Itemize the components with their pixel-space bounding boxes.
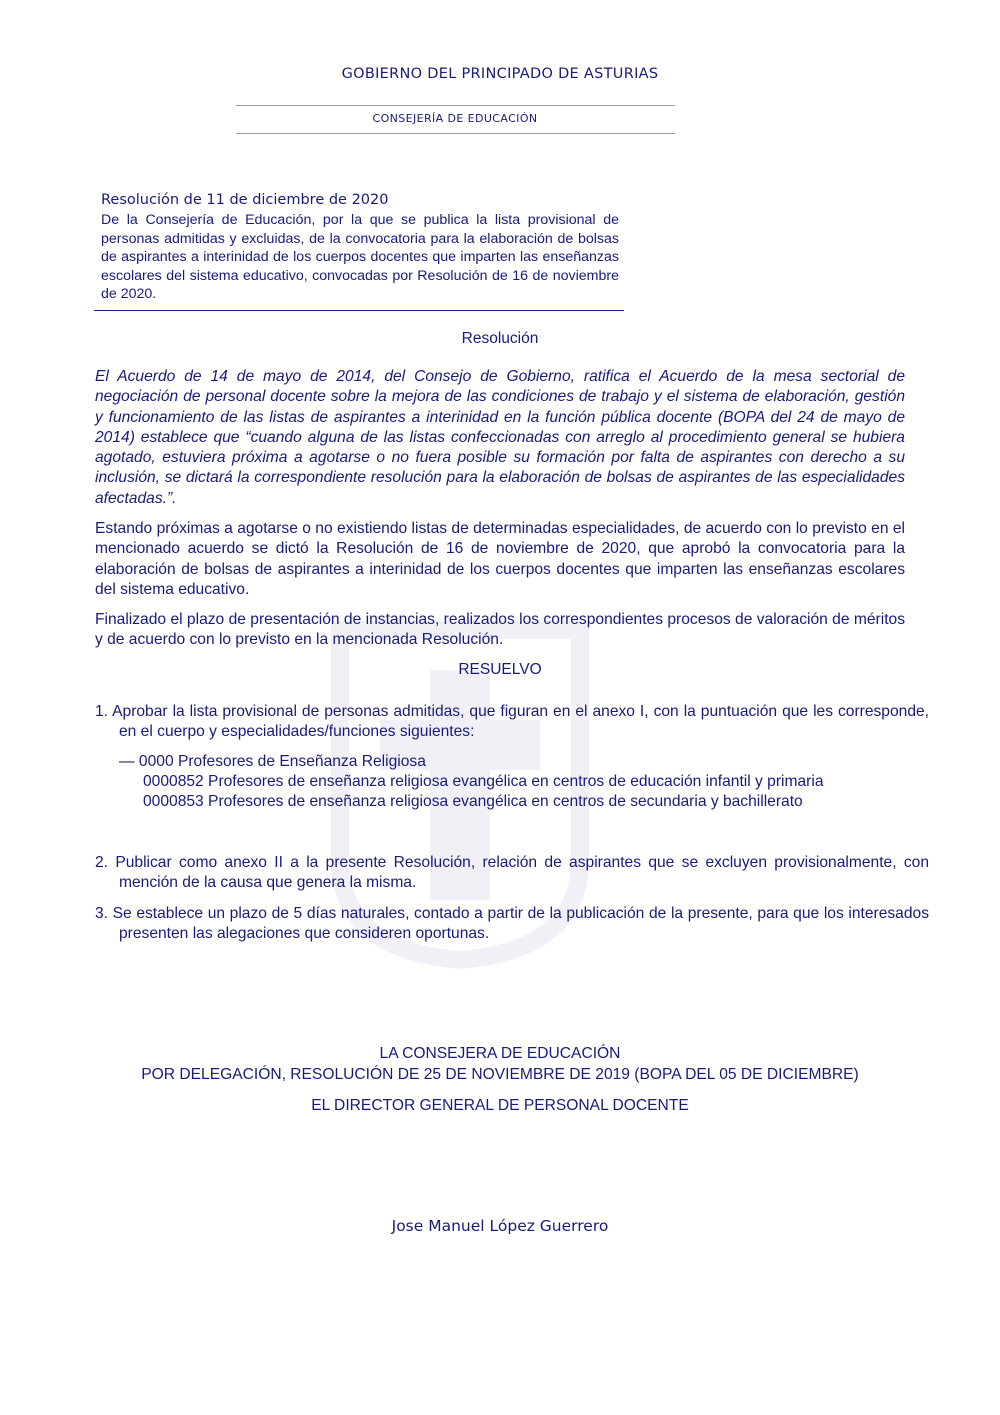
resolution-summary (101, 192, 619, 304)
specialty-item: 0000853 Profesores de enseñanza religiosa evangélica en centros de secundaria y bachillerato (143, 793, 803, 810)
paragraph-agreement: El Acuerdo de 14 de mayo de 2014, del Consejo de Gobierno, ratifica el Acuerdo de la mesa sectorial de negociación de personal docente sobre la mejora de las condiciones de trabajo y el sistema de elaboración, gestión y funcionamiento de las listas de aspirantes a interinidad en la función pública docente (BOPA del 24 de mayo de 2014) establece que “cuando alguna de las listas confeccionadas con arreglo al procedimiento general se hubiera agotado, estuviera próxima a agotarse o no fuera posible su formación por falta de aspirantes con derecho a su inclusión, se dictará la correspondiente resolución para la elaboración de bolsas de aspirantes de las especialidades afectadas.”. (95, 368, 905, 507)
resuelvo-heading: RESUELVO (458, 661, 542, 678)
resolution-heading: Resolución (461, 330, 539, 347)
summary-divider (94, 310, 624, 311)
summary-body: De la Consejería de Educación, por la que se publica la lista provisional de personas admitidas y excluidas, de la convocatoria para la elaboración de bolsas de aspirantes a interinidad de los cuerpos docentes que imparten las enseñanzas escolares del sistema educativo, convocadas por Resolución de 16 de noviembre de 2020. (101, 212, 619, 303)
specialty-item: 0000852 Profesores de enseñanza religiosa evangélica en centros de educación infantil y primaria (143, 773, 824, 790)
specialty-body: — 0000 Profesores de Enseñanza Religiosa (119, 753, 426, 770)
signer-name: Jose Manuel López Guerrero (391, 1217, 609, 1235)
header-divider-bottom (236, 133, 675, 134)
paragraph-context: Estando próximas a agotarse o no existiendo listas de determinadas especialidades, de acuerdo con lo previsto en el mencionado acuerdo se dictó la Resolución de 16 de noviembre de 2020, que aprobó la convocatoria para la elaboración de bolsas de aspirantes a interinidad de los cuerpos docentes que imparten las enseñanzas escolares del sistema educativo. (95, 520, 905, 598)
signature-line-3: EL DIRECTOR GENERAL DE PERSONAL DOCENTE (311, 1097, 689, 1114)
resolution-item-3: 3. Se establece un plazo de 5 días naturales, contado a partir de la publicación de la presente, para que los interesados presenten las alegaciones que consideren oportunas. (95, 905, 929, 943)
header-divider-top (236, 105, 675, 106)
summary-title: Resolución de 11 de diciembre de 2020 (101, 192, 389, 208)
resolution-item-1: 1. Aprobar la lista provisional de personas admitidas, que figuran en el anexo I, con la puntuación que les corresponde, en el cuerpo y especialidades/funciones siguientes: (95, 703, 929, 741)
signature-line-2: POR DELEGACIÓN, RESOLUCIÓN DE 25 DE NOVIEMBRE DE 2019 (BOPA DEL 05 DE DICIEMBRE) (141, 1066, 859, 1083)
paragraph-deadline: Finalizado el plazo de presentación de instancias, realizados los correspondientes procesos de valoración de méritos y de acuerdo con lo previsto en la mencionada Resolución. (95, 611, 905, 649)
signature-line-1: LA CONSEJERA DE EDUCACIÓN (379, 1045, 621, 1062)
department-name: CONSEJERÍA DE EDUCACIÓN (372, 112, 538, 125)
government-name: GOBIERNO DEL PRINCIPADO DE ASTURIAS (341, 66, 659, 82)
resolution-item-2: 2. Publicar como anexo II a la presente Resolución, relación de aspirantes que se excluyen provisionalmente, con mención de la causa que genera la misma. (95, 854, 929, 892)
